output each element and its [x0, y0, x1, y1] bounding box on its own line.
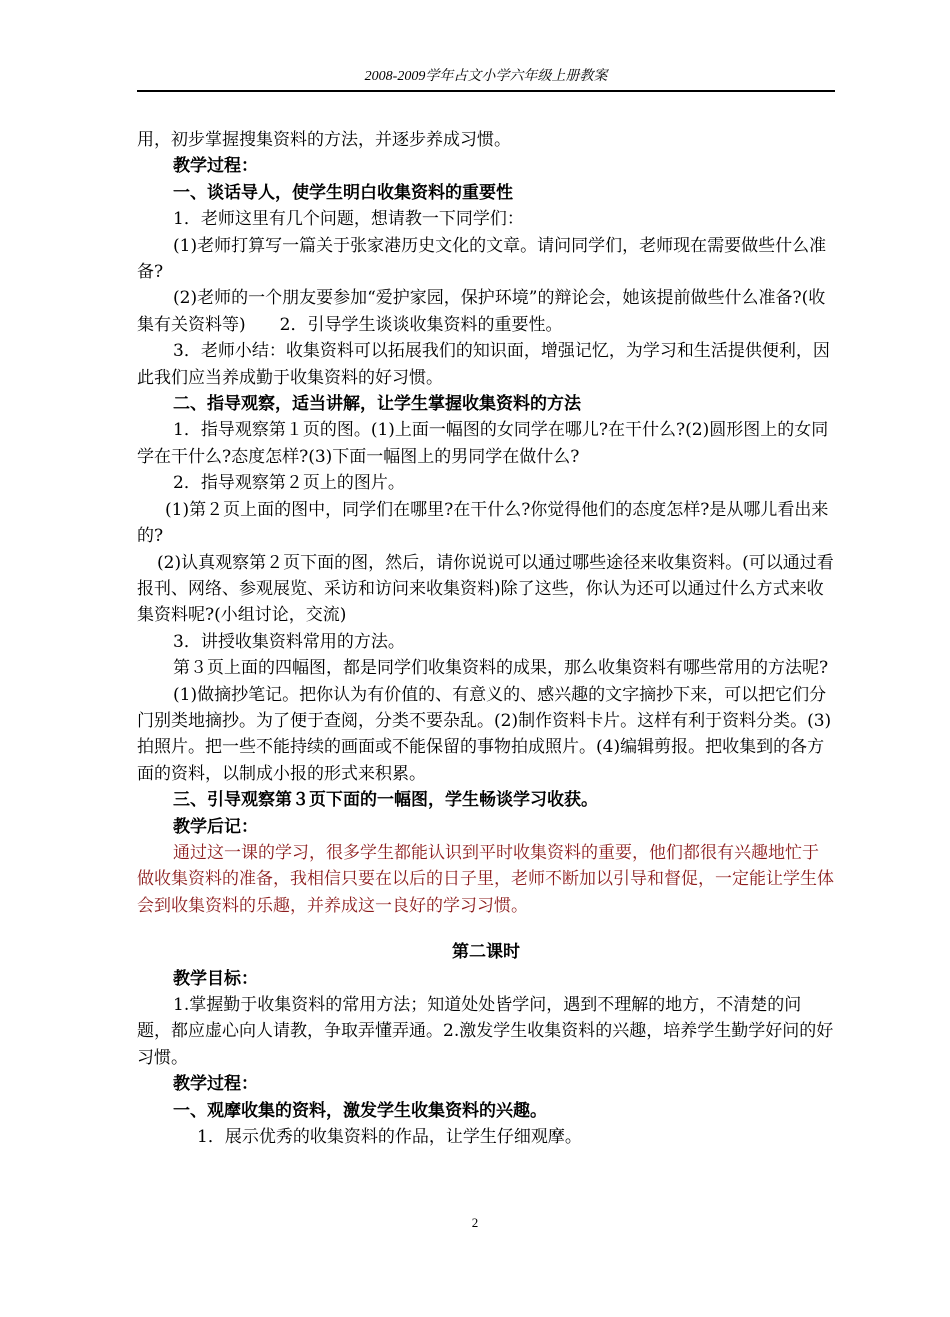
- section-heading: 一、谈话导人，使学生明白收集资料的重要性: [173, 182, 513, 203]
- page-footer: [0, 1215, 950, 1231]
- paragraph: 1．老师这里有几个问题，想请教一下同学们：: [173, 209, 524, 230]
- section-heading: 教学过程：: [173, 156, 258, 177]
- paragraph: 3．老师小结：收集资料可以拓展我们的知识面，增强记忆，为学习和生活提供便利，因此我们应当养成勤于收集资料的好习惯。: [137, 341, 830, 388]
- spacer: [137, 919, 835, 939]
- page-header: [137, 68, 835, 92]
- paragraph: (1)第２页上面的图中，同学们在哪里?在干什么?你觉得他们的态度怎样?是从哪儿看出来的?: [137, 499, 829, 547]
- paragraph: 1．指导观察第１页的图。(1)上面一幅图的女同学在哪儿?在干什么?(2)圆形图上的女同学在干什么?态度怎样?(3)下面一幅图上的男同学在做什么?: [137, 420, 829, 467]
- reflection-paragraph: 通过这一课的学习，很多学生都能认识到平时收集资料的重要，他们都很有兴趣地忙于做收集资料的准备，我相信只要在以后的日子里，老师不断加以引导和督促，一定能让学生体会到收集资料的乐趣，并养成这一良好的学习习惯。: [137, 842, 834, 916]
- paragraph: (1)老师打算写一篇关于张家港历史文化的文章。请问同学们，老师现在需要做些什么准备?: [137, 235, 827, 283]
- section-heading: 三、引导观察第３页下面的一幅图，学生畅谈学习收获。: [173, 790, 598, 811]
- paragraph: 用，初步掌握搜集资料的方法，并逐步养成习惯。: [137, 130, 511, 150]
- paragraph: 1.掌握勤于收集资料的常用方法；知道处处皆学问，遇到不理解的地方，不清楚的问题，都应虚心向人请教，争取弄懂弄通。2.激发学生收集资料的兴趣，培养学生勤学好问的好习惯。: [137, 995, 834, 1068]
- paragraph: (1)做摘抄笔记。把你认为有价值的、有意义的、感兴趣的文字摘抄下来，可以把它们分门别类地摘抄。为了便于查阅，分类不要杂乱。(2)制作资料卡片。这样有利于资料分类。(3)拍照片。把一些不能持续的画面或不能保留的事物拍成照片。(4)编辑剪报。把收集到的各方面的资料，以制成小报的形式来积累。: [137, 684, 832, 784]
- document-body: [137, 127, 835, 1150]
- header-title: 2008-2009学年占文小学六年级上册教案: [364, 69, 608, 84]
- paragraph: (2)认真观察第２页下面的图，然后，请你说说可以通过哪些途径来收集资料。(可以通过看报刊、网络、参观展览、采访和访问来收集资料)除了这些，你认为还可以通过什么方式来收集资料呢?(小组讨论，交流): [137, 552, 834, 626]
- section-heading: 教学过程：: [173, 1074, 258, 1095]
- paragraph: 1．展示优秀的收集资料的作品，让学生仔细观摩。: [197, 1127, 582, 1148]
- page-number: 2: [471, 1215, 479, 1230]
- lesson-title: 第二课时: [452, 942, 520, 963]
- section-heading: 二、指导观察，适当讲解，让学生掌握收集资料的方法: [173, 394, 581, 415]
- section-heading: 教学后记：: [173, 816, 258, 837]
- paragraph: 第３页上面的四幅图，都是同学们收集资料的成果，那么收集资料有哪些常用的方法呢?: [173, 658, 829, 679]
- paragraph: 3．讲授收集资料常用的方法。: [173, 631, 405, 652]
- paragraph: 2．指导观察第２页上的图片。: [173, 473, 405, 494]
- paragraph: (2)老师的一个朋友要参加“爱护家园，保护环境”的辩论会，她该提前做些什么准备?(收集有关资料等) 2．引导学生谈谈收集资料的重要性。: [137, 288, 826, 335]
- section-heading: 教学目标：: [173, 968, 258, 989]
- section-heading: 一、观摩收集的资料，激发学生收集资料的兴趣。: [173, 1100, 547, 1121]
